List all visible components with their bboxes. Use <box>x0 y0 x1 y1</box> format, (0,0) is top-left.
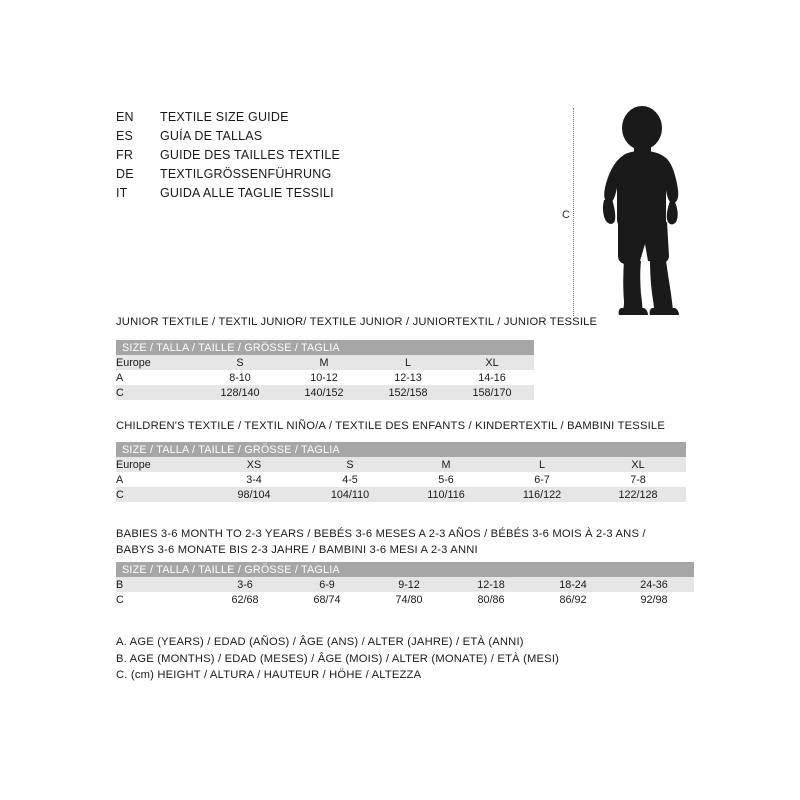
language-row <box>116 129 436 148</box>
row-value: 158/170 <box>450 385 534 400</box>
table-row <box>116 457 686 472</box>
language-title: GUÍA DE TALLAS <box>160 129 263 143</box>
table-row <box>116 592 694 607</box>
table-header-label: SIZE / TALLA / TAILLE / GRÖSSE / TAGLIA <box>116 562 694 577</box>
table-row <box>116 472 686 487</box>
legend-block <box>116 634 559 684</box>
language-row <box>116 110 436 129</box>
row-value: 68/74 <box>286 592 368 607</box>
language-title: GUIDA ALLE TAGLIE TESSILI <box>160 186 334 200</box>
junior-section-caption: JUNIOR TEXTILE / TEXTIL JUNIOR/ TEXTILE JUNIOR / JUNIORTEXTIL / JUNIOR TESSILE <box>116 316 598 328</box>
table-row <box>116 487 686 502</box>
legend-line-a: A. AGE (YEARS) / EDAD (AÑOS) / ÂGE (ANS) / ALTER (JAHRE) / ETÀ (ANNI) <box>116 636 524 648</box>
row-value: 4-5 <box>302 472 398 487</box>
row-value: 18-24 <box>532 577 614 592</box>
row-value: 6-7 <box>494 472 590 487</box>
language-code: ES <box>116 129 134 143</box>
height-measure-figure <box>545 100 705 325</box>
row-label: Europe <box>116 457 206 472</box>
row-value: 86/92 <box>532 592 614 607</box>
row-label: B <box>116 577 204 592</box>
row-value: 98/104 <box>206 487 302 502</box>
row-value: M <box>282 355 366 370</box>
row-value: 5-6 <box>398 472 494 487</box>
table-header-row <box>116 562 694 577</box>
row-value: S <box>198 355 282 370</box>
legend-line-b: B. AGE (MONTHS) / EDAD (MESES) / ÂGE (MOIS) / ALTER (MONATE) / ETÀ (MESI) <box>116 652 560 665</box>
row-value: L <box>366 355 450 370</box>
row-value: 3-4 <box>206 472 302 487</box>
row-value: 80/86 <box>450 592 532 607</box>
row-value: XS <box>206 457 302 472</box>
language-row <box>116 167 436 186</box>
table-row <box>116 385 534 400</box>
row-value: 122/128 <box>590 487 686 502</box>
row-value: 12-18 <box>450 577 532 592</box>
row-label: C <box>116 385 198 400</box>
row-value: 9-12 <box>368 577 450 592</box>
child-silhouette-icon <box>590 104 700 319</box>
row-value: 62/68 <box>204 592 286 607</box>
row-value: 12-13 <box>366 370 450 385</box>
babies-section-caption-line2: BABYS 3-6 MONATE BIS 2-3 JAHRE / BAMBINI 3-6 MESI A 2-3 ANNI <box>116 544 478 556</box>
row-value: 104/110 <box>302 487 398 502</box>
table-row <box>116 577 694 592</box>
legend-line-c: C. (cm) HEIGHT / ALTURA / HAUTEUR / HÖHE / ALTEZZA <box>116 669 422 681</box>
babies-section-caption-line1: BABIES 3-6 MONTH TO 2-3 YEARS / BEBÉS 3-6 MESES A 2-3 AÑOS / BÉBÉS 3-6 MOIS À 2-3 ANS / <box>116 528 646 540</box>
row-value: M <box>398 457 494 472</box>
row-value: XL <box>450 355 534 370</box>
table-header-row <box>116 340 534 355</box>
row-value: 3-6 <box>204 577 286 592</box>
row-value: 92/98 <box>614 592 694 607</box>
row-value: L <box>494 457 590 472</box>
row-value: 74/80 <box>368 592 450 607</box>
row-value: 140/152 <box>282 385 366 400</box>
language-row <box>116 148 436 167</box>
row-value: XL <box>590 457 686 472</box>
language-code: DE <box>116 167 134 181</box>
table-row <box>116 355 534 370</box>
language-code: IT <box>116 186 128 200</box>
row-value: 6-9 <box>286 577 368 592</box>
row-label: A <box>116 472 206 487</box>
table-header-row <box>116 442 686 457</box>
babies-size-table <box>116 562 694 607</box>
row-value: 8-10 <box>198 370 282 385</box>
language-title-block <box>116 110 436 205</box>
language-title: GUIDE DES TAILLES TEXTILE <box>160 148 341 162</box>
measure-c-label: C <box>559 208 573 222</box>
row-value: 10-12 <box>282 370 366 385</box>
junior-size-table <box>116 340 534 400</box>
row-value: 24-36 <box>614 577 694 592</box>
row-value: S <box>302 457 398 472</box>
row-label: Europe <box>116 355 198 370</box>
row-label: C <box>116 592 204 607</box>
row-value: 116/122 <box>494 487 590 502</box>
language-code: FR <box>116 148 134 162</box>
row-value: 152/158 <box>366 385 450 400</box>
table-header-label: SIZE / TALLA / TAILLE / GRÖSSE / TAGLIA <box>116 340 534 355</box>
children-size-table <box>116 442 686 502</box>
language-row <box>116 186 436 205</box>
row-value: 7-8 <box>590 472 686 487</box>
children-section-caption: CHILDREN'S TEXTILE / TEXTIL NIÑO/A / TEXTILE DES ENFANTS / KINDERTEXTIL / BAMBINI TESSILE <box>116 420 665 432</box>
row-value: 128/140 <box>198 385 282 400</box>
table-row <box>116 370 534 385</box>
row-value: 110/116 <box>398 487 494 502</box>
language-title: TEXTILGRÖSSENFÜHRUNG <box>160 167 332 181</box>
row-label: C <box>116 487 206 502</box>
table-header-label: SIZE / TALLA / TAILLE / GRÖSSE / TAGLIA <box>116 442 686 457</box>
language-code: EN <box>116 110 134 124</box>
row-value: 14-16 <box>450 370 534 385</box>
row-label: A <box>116 370 198 385</box>
measure-dotted-line <box>573 108 574 316</box>
language-title: TEXTILE SIZE GUIDE <box>160 110 289 124</box>
